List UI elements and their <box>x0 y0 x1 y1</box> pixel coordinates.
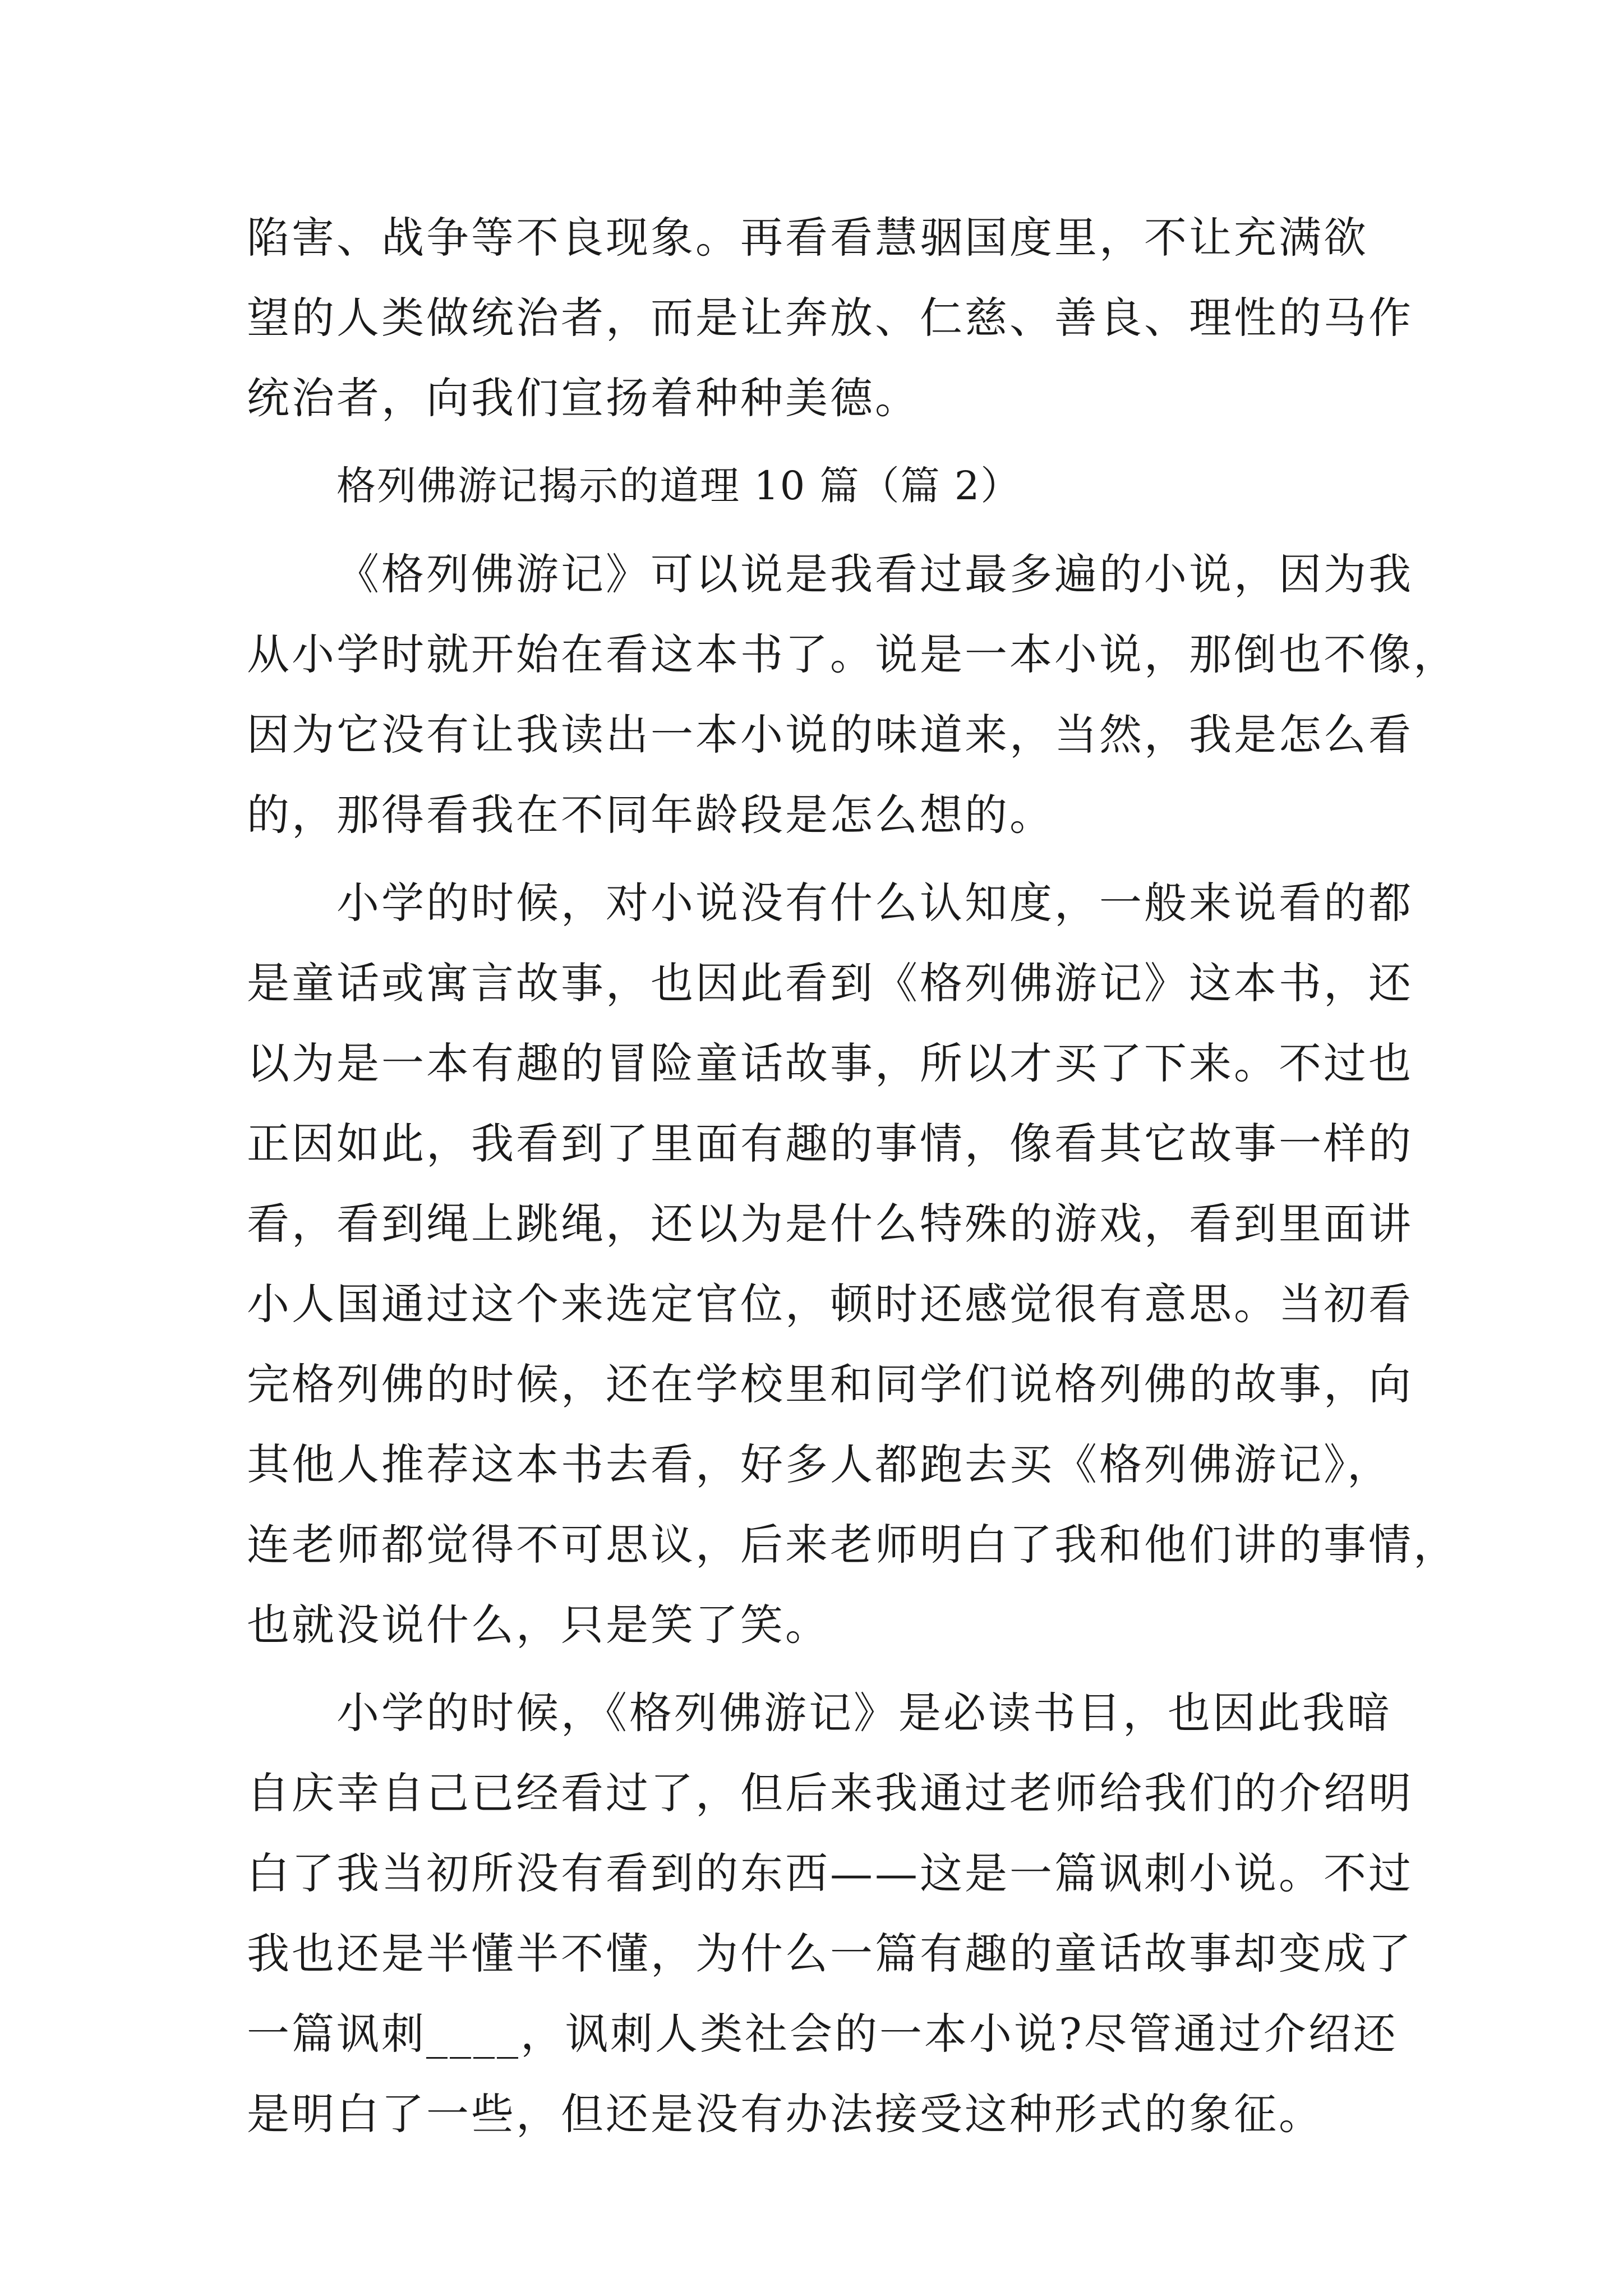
section-title: 格列佛游记揭示的道理 10 篇（篇 2） <box>336 463 1021 509</box>
text-line: 的，那得看我在不同年龄段是怎么想的。 <box>247 790 1054 840</box>
text-line: 白了我当初所没有看到的东西——这是一篇讽刺小说。不过 <box>247 1848 1413 1898</box>
text-line: 因为它没有让我读出一本小说的味道来，当然，我是怎么看 <box>247 710 1413 760</box>
paragraph <box>247 534 1458 855</box>
text-line: 看，看到绳上跳绳，还以为是什么特殊的游戏，看到里面讲 <box>247 1199 1413 1249</box>
text-line: 连老师都觉得不可思议，后来老师明白了我和他们讲的事情， <box>247 1520 1458 1570</box>
text-line: 正因如此，我看到了里面有趣的事情，像看其它故事一样的 <box>247 1119 1413 1168</box>
text-line: 小学的时候，对小说没有什么认知度，一般来说看的都 <box>336 878 1413 928</box>
text-line: 从小学时就开始在看这本书了。说是一本小说，那倒也不像， <box>247 629 1458 679</box>
text-line: 自庆幸自己已经看过了，但后来我通过老师给我们的介绍明 <box>247 1768 1413 1818</box>
text-line: 也就没说什么，只是笑了笑。 <box>247 1600 830 1650</box>
text-line: 其他人推荐这本书去看，好多人都跑去买《格列佛游记》， <box>247 1439 1392 1489</box>
text-line: 望的人类做统治者，而是让奔放、仁慈、善良、理性的马作 <box>247 293 1413 343</box>
paragraph <box>247 1673 1413 2154</box>
text-line: 小学的时候，《格列佛游记》是必读书目，也因此我暗 <box>336 1688 1392 1738</box>
paragraph <box>247 863 1458 1665</box>
text-line: 小人国通过这个来选定官位，顿时还感觉很有意思。当初看 <box>247 1279 1413 1329</box>
continuation-paragraph <box>247 197 1413 438</box>
text-line: 陷害、战争等不良现象。再看看慧骃国度里，不让充满欲 <box>247 213 1368 263</box>
document-body <box>247 197 1458 2154</box>
text-line: 以为是一本有趣的冒险童话故事，所以才买了下来。不过也 <box>247 1038 1413 1088</box>
text-line: 是童话或寓言故事，也因此看到《格列佛游记》这本书，还 <box>247 958 1413 1008</box>
text-line: 统治者，向我们宣扬着种种美德。 <box>247 373 920 423</box>
text-line: 是明白了一些，但还是没有办法接受这种形式的象征。 <box>247 2089 1324 2139</box>
text-line: 《格列佛游记》可以说是我看过最多遍的小说，因为我 <box>336 549 1413 599</box>
text-line: 完格列佛的时候，还在学校里和同学们说格列佛的故事，向 <box>247 1359 1413 1409</box>
text-line: 我也还是半懂半不懂，为什么一篇有趣的童话故事却变成了 <box>247 1929 1413 1978</box>
text-line: 一篇讽刺____，讽刺人类社会的一本小说?尽管通过介绍还 <box>247 2009 1398 2059</box>
